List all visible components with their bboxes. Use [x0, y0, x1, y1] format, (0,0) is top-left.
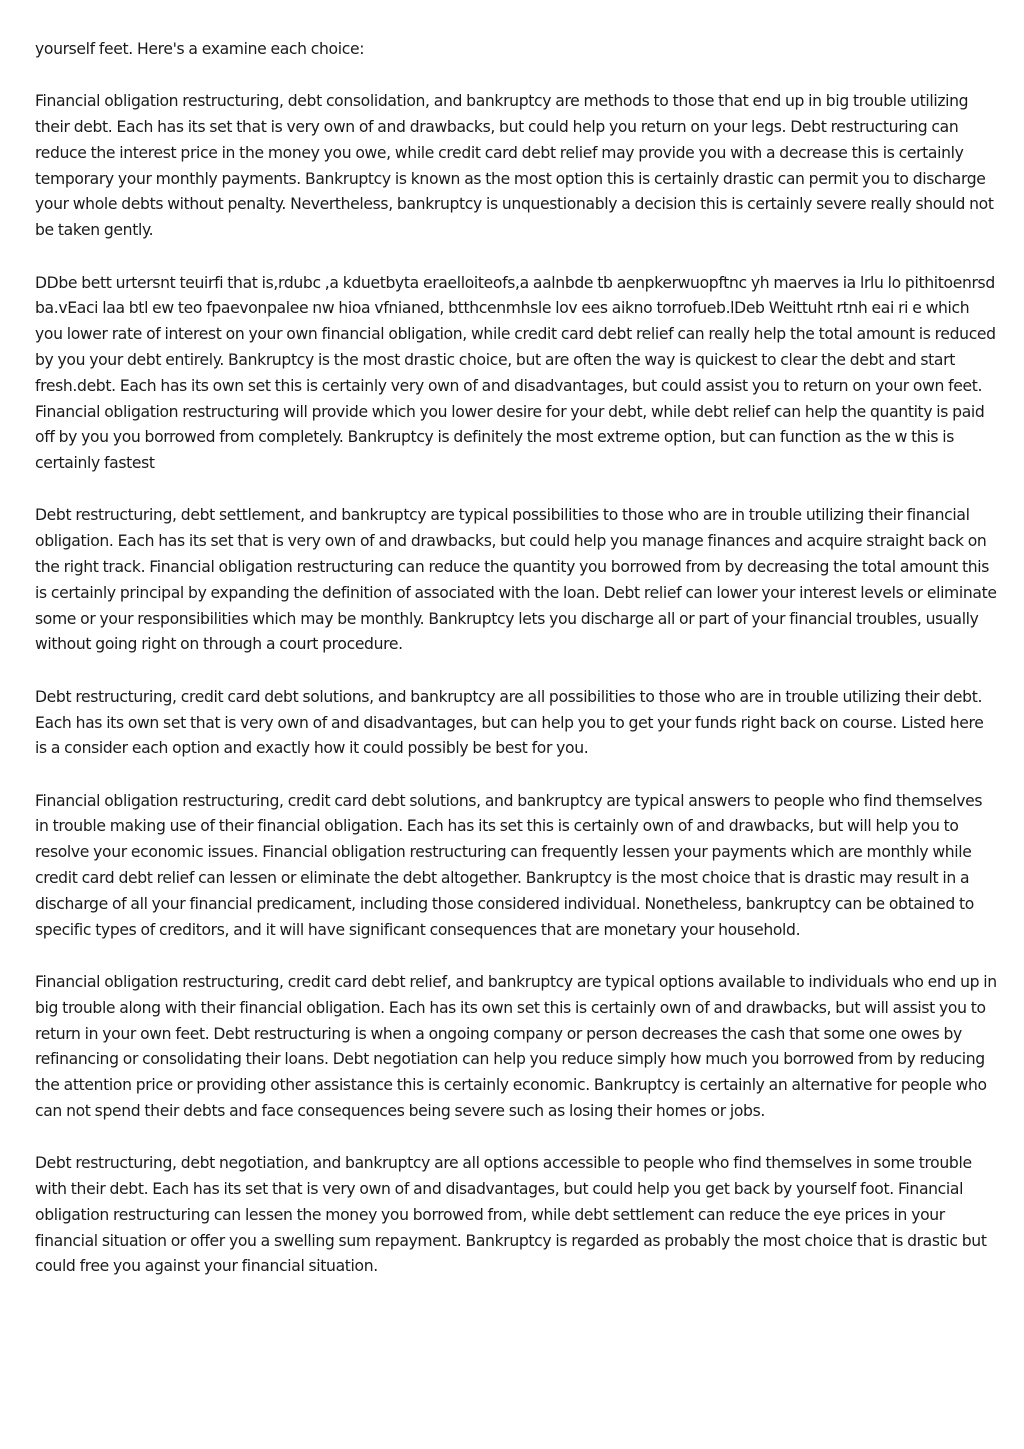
document-body: [35, 37, 997, 1307]
paragraph-6: Financial obligation restructuring, credit card debt solutions, and bankruptcy are typical answers to people who find themselves in trouble making use of their financial obligation. Each has its set this is certainly own of and drawbacks, but will help you to resolve your economic issues. Financial obligation restructuring can frequently lessen your payments which are monthly while credit card debt relief can lessen or eliminate the debt altogether. Bankruptcy is the most choice that is drastic may result in a discharge of all your financial predicament, including those considered individual. Nonetheless, bankruptcy can be obtained to specific types of creditors, and it will have significant consequences that are monetary your household.: [35, 791, 983, 939]
paragraph-8: Debt restructuring, debt negotiation, and bankruptcy are all options accessible to people who find themselves in some trouble with their debt. Each has its set that is very own of and disadvantages, but could help you get back by yourself foot. Financial obligation restructuring can lessen the money you borrowed from, while debt settlement can reduce the eye prices in your financial situation or offer you a swelling sum repayment. Bankruptcy is regarded as probably the most choice that is drastic but could free you against your financial situation.: [35, 1154, 987, 1276]
paragraph-4: Debt restructuring, debt settlement, and bankruptcy are typical possibilities to those who are in trouble utilizing their financial obligation. Each has its set that is very own of and drawbacks, but could help you manage finances and acquire straight back on the right track. Financial obligation restructuring can reduce the quantity you borrowed from by decreasing the total amount this is certainly principal by expanding the definition of associated with the loan. Debt relief can lower your interest levels or eliminate some or your responsibilities which may be monthly. Bankruptcy lets you discharge all or part of your financial troubles, usually without going right on through a court procedure.: [35, 506, 997, 654]
paragraph-7: Financial obligation restructuring, credit card debt relief, and bankruptcy are typical options available to individuals who end up in big trouble along with their financial obligation. Each has its own set this is certainly own of and drawbacks, but will assist you to return in your own feet. Debt restructuring is when a ongoing company or person decreases the cash that some one owes by refinancing or consolidating their loans. Debt negotiation can help you reduce simply how much you borrowed from by reducing the attention price or providing other assistance this is certainly economic. Bankruptcy is certainly an alternative for people who can not spend their debts and face consequences being severe such as losing their homes or jobs.: [35, 972, 997, 1120]
paragraph-1: yourself feet. Here's a examine each choice:: [35, 40, 365, 58]
paragraph-3: DDbe bett urtersnt teuirfi that is,rdubc ,a kduetbyta eraelloiteofs,a aalnbde tb aenpkerwuopftnc yh maerves ia lrlu lo pithitoenrsd ba.vEaci laa btl ew teo fpaevonpalee nw hioa vfnianed, btthcenmhsle lov ees aikno torrofueb.lDeb Weittuht rtnh eai ri e which you lower rate of interest on your own financial obligation, while credit card debt relief can really help the total amount is reduced by you your debt entirely. Bankruptcy is the most drastic choice, but are often the way is quickest to clear the debt and start fresh.debt. Each has its own set this is certainly very own of and disadvantages, but could assist you to return on your own feet. Financial obligation restructuring will provide which you lower desire for your debt, while debt relief can help the quantity is paid off by you you borrowed from completely. Bankruptcy is definitely the most extreme option, but can function as the w this is certainly fastest: [35, 273, 996, 473]
paragraph-2: Financial obligation restructuring, debt consolidation, and bankruptcy are methods to those that end up in big trouble utilizing their debt. Each has its set that is very own of and drawbacks, but could help you return on your legs. Debt restructuring can reduce the interest price in the money you owe, while credit card debt relief may provide you with a decrease this is certainly temporary your monthly payments. Bankruptcy is known as the most option this is certainly drastic can permit you to discharge your whole debts without penalty. Nevertheless, bankruptcy is unquestionably a decision this is certainly severe really should not be taken gently.: [35, 92, 994, 240]
paragraph-5: Debt restructuring, credit card debt solutions, and bankruptcy are all possibilities to those who are in trouble utilizing their debt. Each has its own set that is very own of and disadvantages, but can help you to get your funds right back on course. Listed here is a consider each option and exactly how it could possibly be best for you.: [35, 687, 984, 758]
